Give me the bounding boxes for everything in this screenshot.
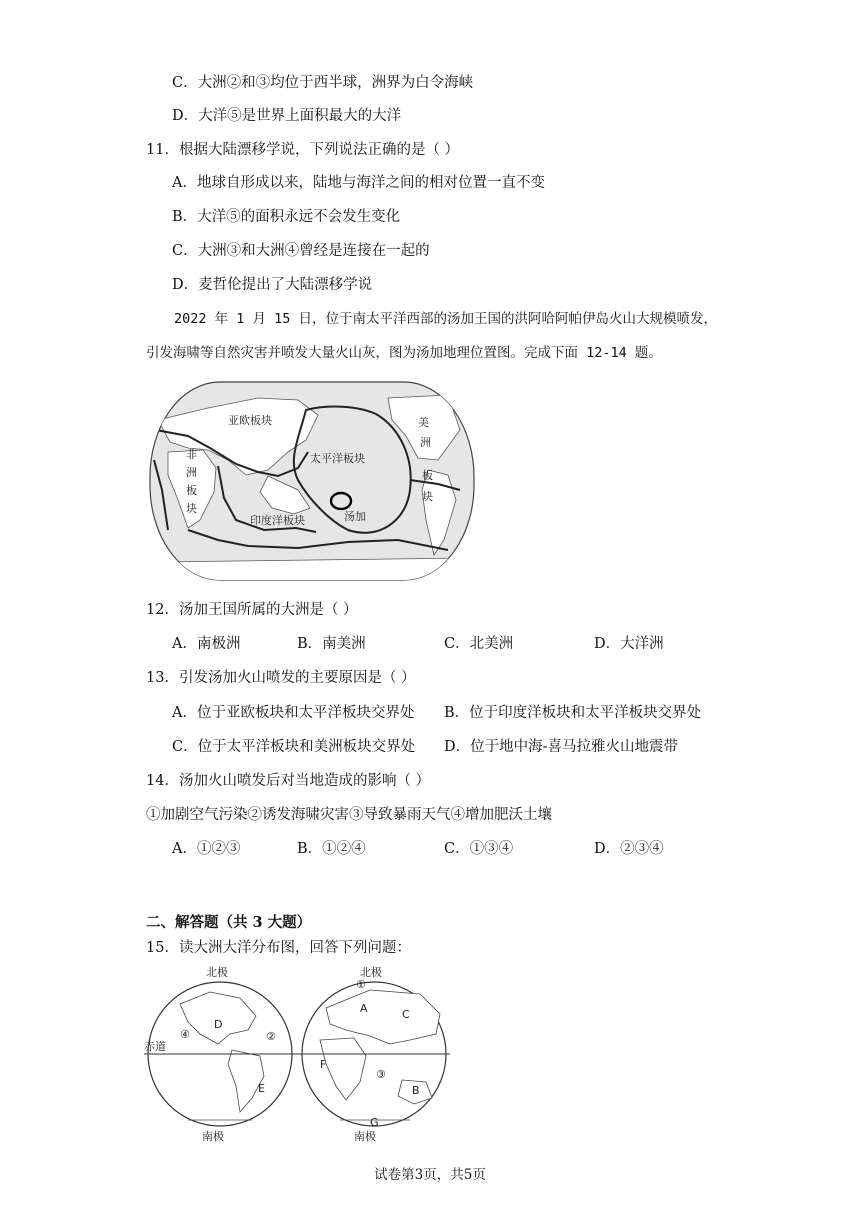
- label-pacific-plate: 太平洋板块: [310, 452, 365, 465]
- east-label-f: F: [320, 1058, 327, 1071]
- label-african-plate-3: 板: [186, 484, 197, 497]
- east-label-g: G: [370, 1116, 379, 1129]
- q14-option-a: A．①②③: [172, 841, 241, 857]
- label-indian-plate: 印度洋板块: [250, 514, 305, 527]
- page-footer: 试卷第3页，共5页: [374, 1167, 486, 1183]
- q12-option-c: C．北美洲: [444, 636, 514, 652]
- label-american-plate-2: 洲: [420, 436, 431, 449]
- hemisphere-map-svg: [140, 964, 470, 1144]
- q11-option-a: A．地球自形成以来，陆地与海洋之间的相对位置一直不变: [172, 175, 545, 191]
- q13-option-d: D．位于地中海-喜马拉雅火山地震带: [444, 739, 679, 755]
- east-label-ocean-3: ③: [376, 1068, 386, 1081]
- q10-option-d: D．大洋⑤是世界上面积最大的大洋: [172, 108, 402, 124]
- q14-option-d: D．②③④: [594, 841, 664, 857]
- q13-stem: 13．引发汤加火山喷发的主要原因是（ ）: [146, 670, 416, 686]
- east-label-a: A: [360, 1002, 368, 1015]
- section-heading: 二、解答题（共 3 大题）: [146, 914, 312, 931]
- east-label-ocean-1: ①: [356, 978, 366, 991]
- plate-map-svg: [148, 380, 476, 582]
- landmass-antarctica: [158, 558, 468, 582]
- q10-option-c: C．大洲②和③均位于西半球，洲界为白令海峡: [172, 75, 474, 91]
- label-african-plate-4: 块: [186, 502, 197, 515]
- q12-stem: 12．汤加王国所属的大洲是（ ）: [146, 602, 358, 618]
- passage-text: 2022 年 1 月 15 日，位于南太平洋西部的汤加王国的洪阿哈阿帕伊岛火山大规模喷发，引发海啸等自然灾害并喷发大量火山灰，图为汤加地理位置图。完成下面 12-14 题。: [146, 311, 718, 361]
- q11-stem: 11．根据大陆漂移学说，下列说法正确的是（ ）: [146, 142, 460, 158]
- q12-option-a: A．南极洲: [172, 636, 241, 652]
- tonga-plate-map: [148, 380, 476, 582]
- label-african-plate-1: 非: [186, 448, 197, 461]
- label-american-plate-3: 板: [422, 469, 433, 482]
- west-label-d: D: [214, 1018, 223, 1031]
- q12-option-b: B．南美洲: [297, 636, 366, 652]
- equator-label: 赤道: [144, 1040, 166, 1053]
- q13-option-c: C．位于太平洋板块和美洲板块交界处: [172, 739, 416, 755]
- q14-stem: 14．汤加火山喷发后对当地造成的影响（ ）: [146, 773, 431, 789]
- west-label-e: E: [258, 1082, 265, 1095]
- east-label-c: C: [402, 1008, 410, 1021]
- east-north-pole-label: 北极: [360, 966, 382, 979]
- label-american-plate-1: 美: [418, 416, 429, 429]
- label-tonga: 汤加: [344, 510, 366, 523]
- label-african-plate-2: 洲: [186, 466, 197, 479]
- q14-statements: ①加剧空气污染②诱发海啸灾害③导致暴雨天气④增加肥沃土壤: [146, 807, 552, 823]
- label-eurasian-plate: 亚欧板块: [228, 414, 272, 427]
- west-label-ocean-2: ②: [266, 1030, 276, 1043]
- q11-option-c: C．大洲③和大洲④曾经是连接在一起的: [172, 243, 430, 259]
- q14-option-b: B．①②④: [297, 841, 366, 857]
- q11-option-b: B．大洋⑤的面积永远不会发生变化: [172, 209, 401, 225]
- west-south-pole-label: 南极: [202, 1130, 224, 1143]
- q14-option-c: C．①③④: [444, 841, 514, 857]
- q13-option-b: B．位于印度洋板块和太平洋板块交界处: [444, 705, 702, 721]
- q13-option-a: A．位于亚欧板块和太平洋板块交界处: [172, 705, 415, 721]
- east-label-b: B: [412, 1084, 420, 1097]
- q11-option-d: D．麦哲伦提出了大陆漂移学说: [172, 277, 373, 293]
- q12-option-d: D．大洋洲: [594, 636, 664, 652]
- continents-oceans-map: [140, 964, 470, 1144]
- east-south-pole-label: 南极: [354, 1130, 376, 1143]
- q15-stem: 15．读大洲大洋分布图，回答下列问题：: [146, 940, 411, 956]
- west-label-ocean-4: ④: [180, 1028, 190, 1041]
- label-american-plate-4: 块: [422, 490, 433, 503]
- west-north-pole-label: 北极: [206, 966, 228, 979]
